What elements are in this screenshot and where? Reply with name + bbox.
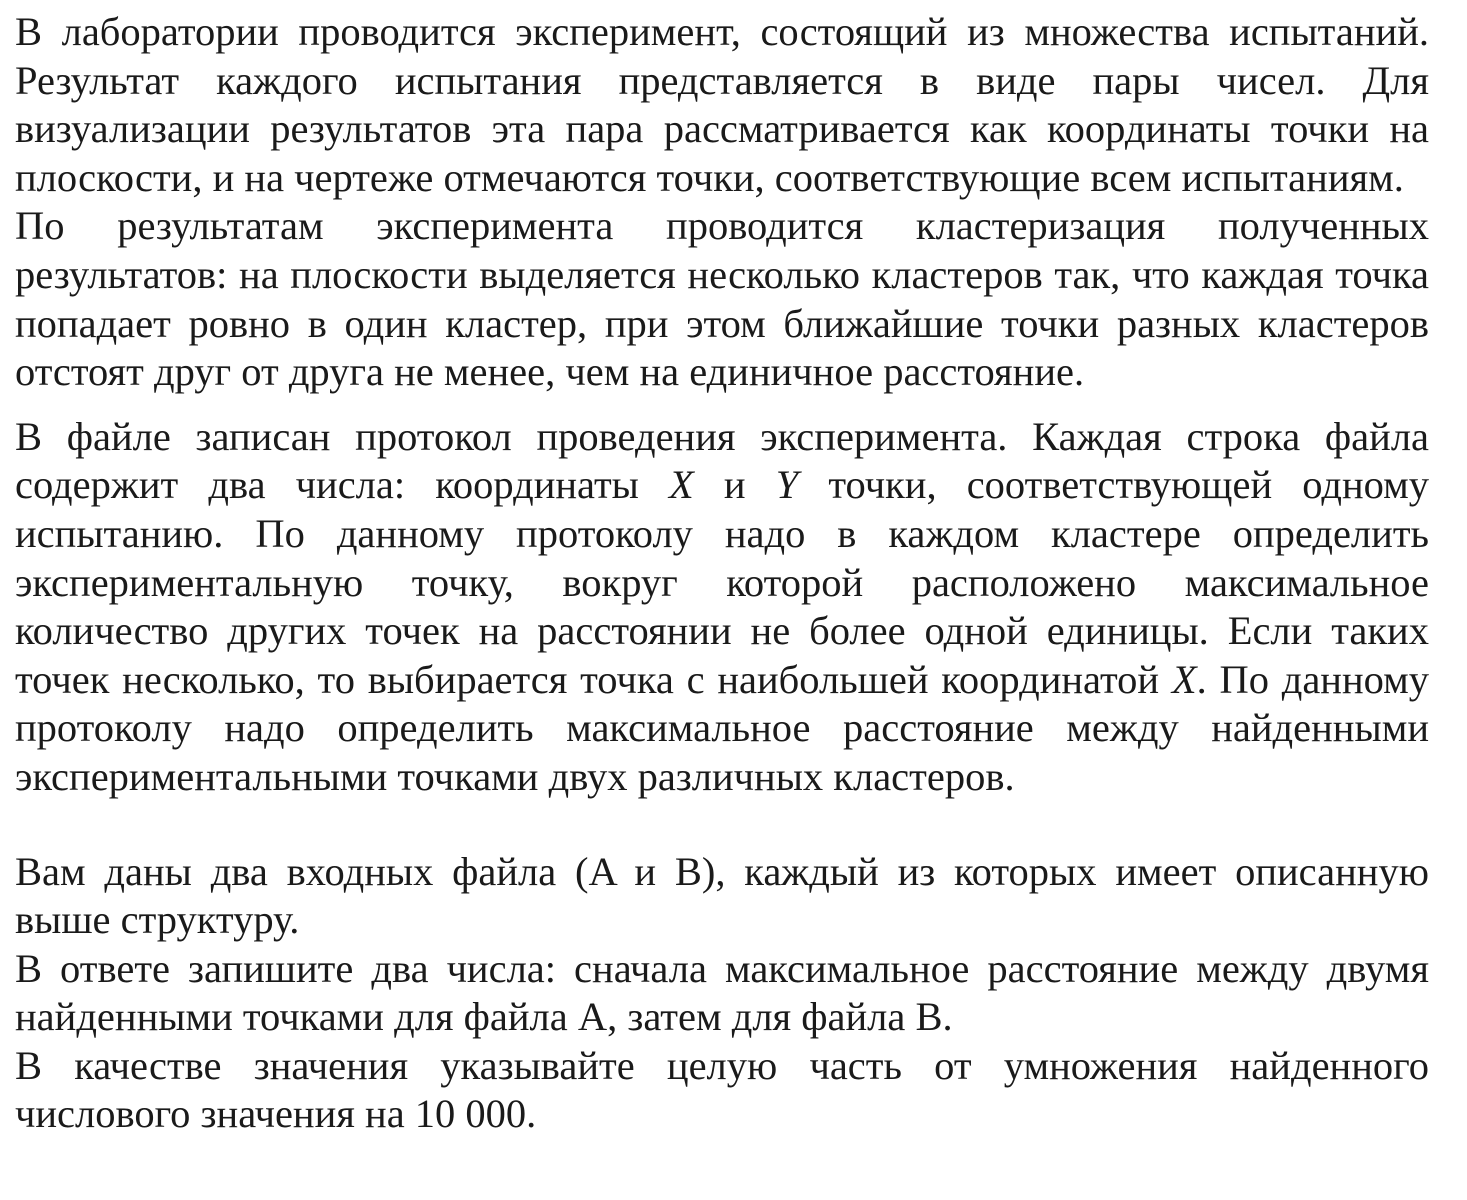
paragraph-clustering: По результатам эксперимента проводится кластеризация полученных результатов: на плоскости выделяется несколько кластеров так, что каждая точка попадает ровно в один кластер, при этом ближайшие точки разных кластеров отстоят друг от друга не менее, чем на единичное расстояние. (15, 203, 1429, 395)
variable-y: Y (775, 462, 799, 508)
variable-x: X (669, 462, 694, 508)
paragraph-protocol (15, 413, 1429, 802)
protocol-text-4: . По данному протоколу надо определить максимальное расстояние между найденными экспериментальными точками двух различных кластеров. (15, 656, 1429, 799)
variable-x-2: X (1171, 656, 1197, 702)
task-document (15, 8, 1429, 1139)
protocol-text-1: В файле записан протокол проведения эксперимента. Каждая строка файла содержит два числа: координаты (15, 413, 1429, 508)
protocol-text-3: точки, соответствующей одному испытанию. По данному протоколу надо в каждом кластере определить экспериментальную точку, вокруг которой расположено максимальное количество других точек на расстоянии не более одной единицы. Если таких точек несколько, то выбирается точка с наибольшей координатой (15, 462, 1429, 702)
protocol-text-2: и (693, 462, 776, 508)
paragraph-files: Вам даны два входных файла (A и B), каждый из которых имеет описанную выше структуру. (15, 848, 1429, 943)
paragraph-intro: В лаборатории проводится эксперимент, состоящий из множества испытаний. Результат каждого испытания представляется в виде пары чисел. Для визуализации результатов эта пара рассматривается как координаты точки на плоскости, и на чертеже отмечаются точки, соответствующие всем испытаниям. (15, 9, 1429, 200)
paragraph-format: В качестве значения указывайте целую часть от умножения найденного числового значения на 10 000. (15, 1042, 1429, 1137)
paragraph-answer: В ответе запишите два числа: сначала максимальное расстояние между двумя найденными точками для файла A, затем для файла B. (15, 945, 1429, 1040)
